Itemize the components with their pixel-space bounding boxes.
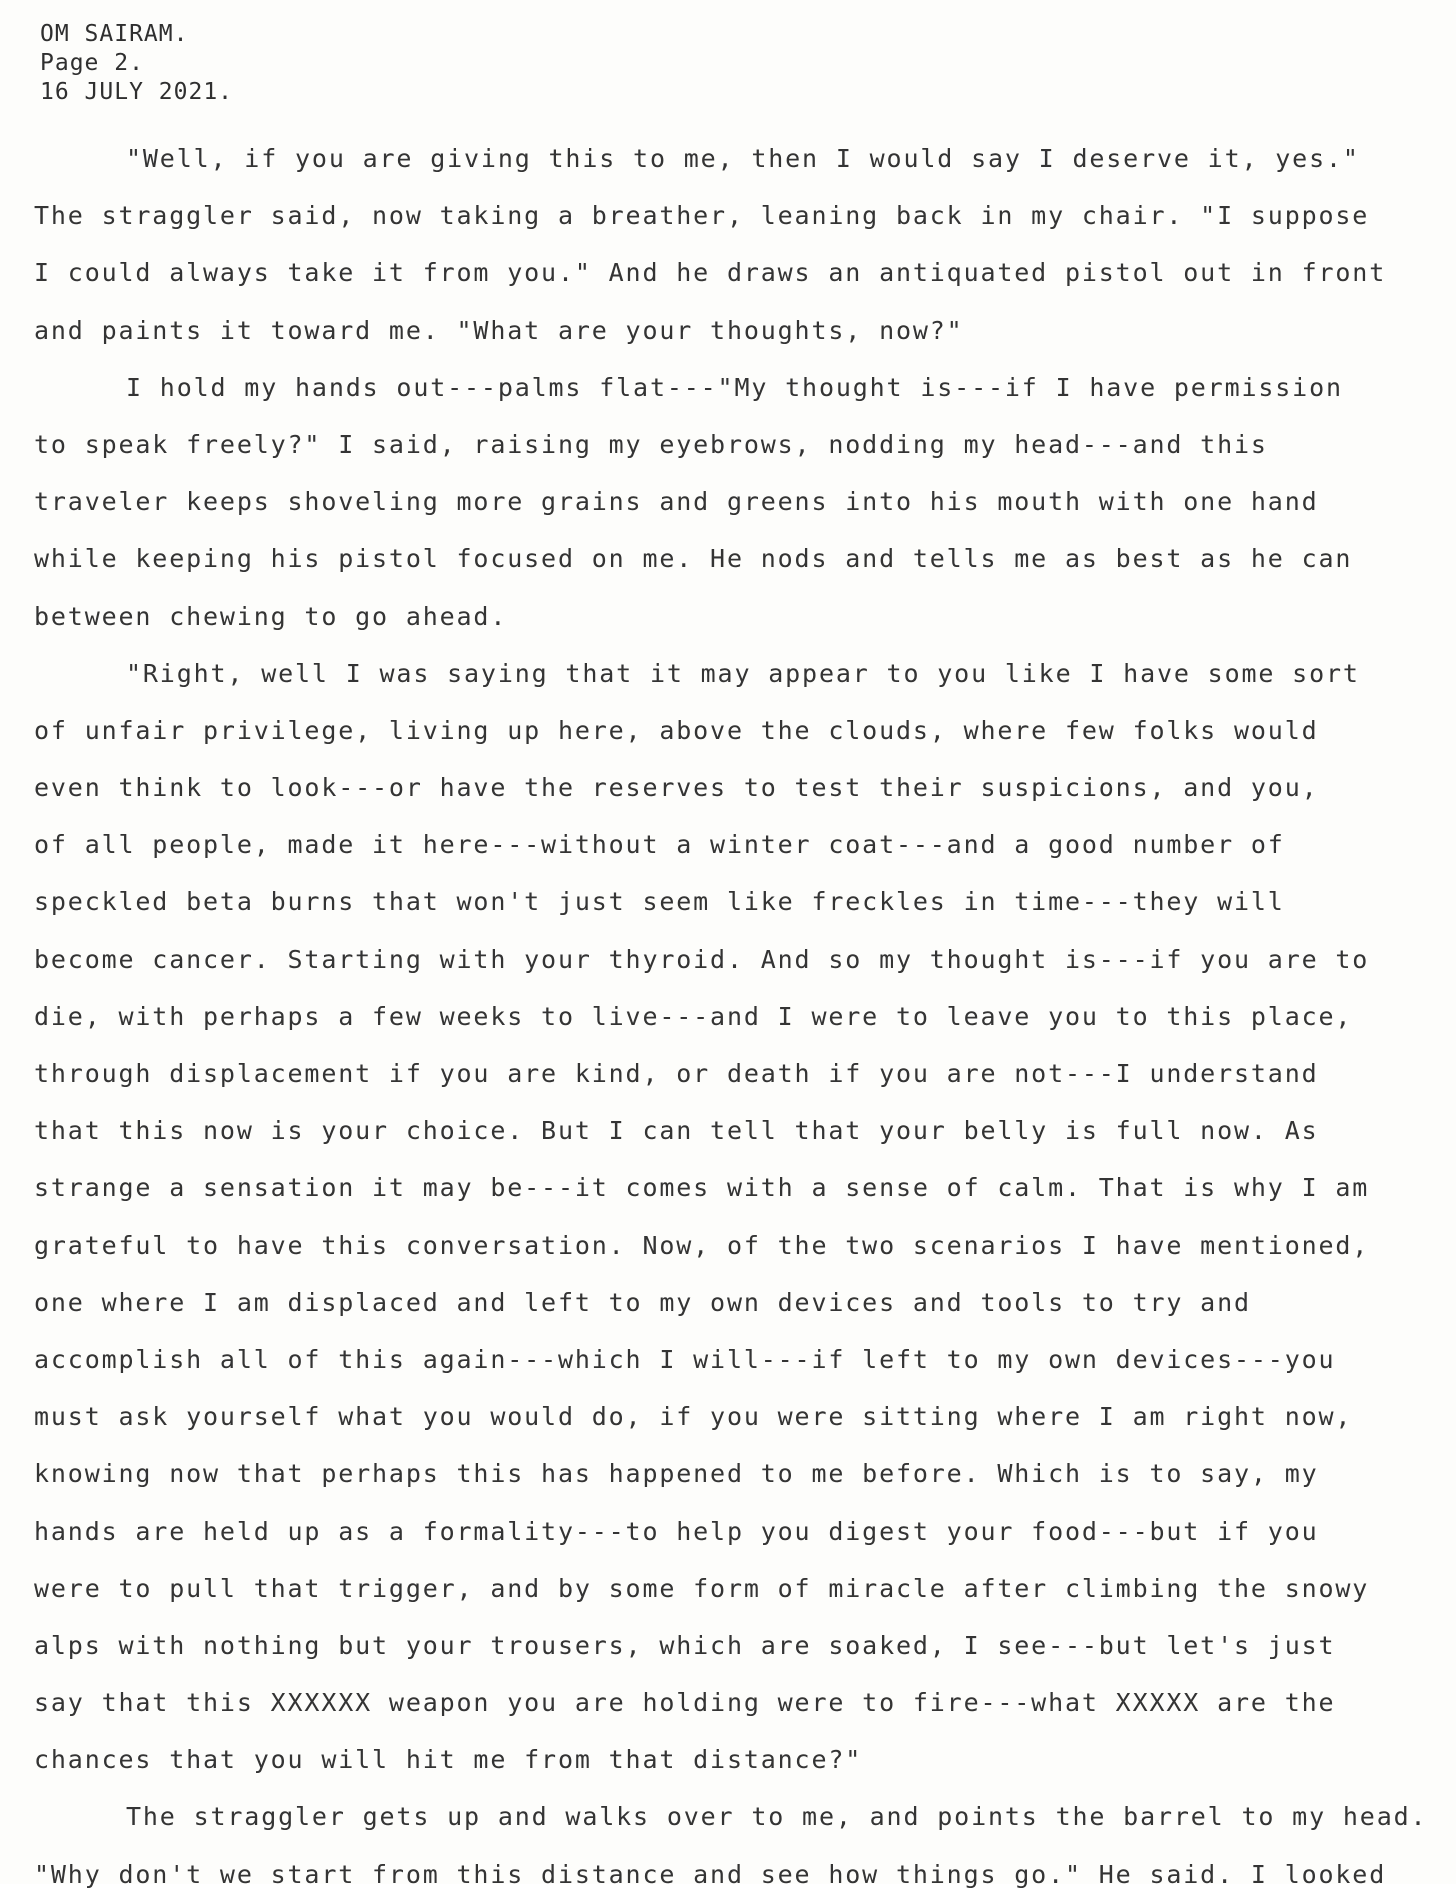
text-line: The straggler gets up and walks over to me, and points the barrel to my head. xyxy=(126,1802,1428,1832)
text-line: "Right, well I was saying that it may appear to you like I have some sort xyxy=(126,658,1360,688)
text-line: "Why don't we start from this distance and see how things go." He said. I looked xyxy=(34,1859,1387,1889)
text-line: to speak freely?" I said, raising my eyebrows, nodding my head---and this xyxy=(34,429,1268,459)
text-line: hands are held up as a formality---to help you digest your food---but if you xyxy=(34,1516,1319,1546)
text-line: knowing now that perhaps this has happened to me before. Which is to say, my xyxy=(34,1459,1319,1489)
text-line: must ask yourself what you would do, if you were sitting where I am right now, xyxy=(34,1402,1353,1432)
text-line: chances that you will hit me from that distance?" xyxy=(34,1745,863,1775)
text-line: of all people, made it here---without a winter coat---and a good number of xyxy=(34,830,1285,860)
text-line: say that this XXXXXX weapon you are holding were to fire---what XXXXX are the xyxy=(34,1688,1336,1718)
text-line: The straggler said, now taking a breather, leaning back in my chair. "I suppose xyxy=(34,201,1370,231)
text-line: were to pull that trigger, and by some form of miracle after climbing the snowy xyxy=(34,1573,1370,1603)
text-line: I could always take it from you." And he draws an antiquated pistol out in front xyxy=(34,258,1387,288)
text-line: and paints it toward me. "What are your thoughts, now?" xyxy=(34,315,964,345)
text-line: even think to look---or have the reserves to test their suspicions, and you, xyxy=(34,773,1319,803)
page-header xyxy=(40,20,233,107)
text-line: between chewing to go ahead. xyxy=(34,601,508,631)
text-line: grateful to have this conversation. Now, of the two scenarios I have mentioned, xyxy=(34,1230,1370,1260)
text-line: alps with nothing but your trousers, which are soaked, I see---but let's just xyxy=(34,1630,1336,1660)
text-line: become cancer. Starting with your thyroid. And so my thought is---if you are to xyxy=(34,944,1370,974)
header-date: 16 JULY 2021. xyxy=(40,79,234,105)
text-line: "Well, if you are giving this to me, then I would say I deserve it, yes." xyxy=(126,144,1360,173)
text-line: that this now is your choice. But I can tell that your belly is full now. As xyxy=(34,1116,1319,1146)
text-line: speckled beta burns that won't just seem like freckles in time---they will xyxy=(34,887,1285,917)
text-line: of unfair privilege, living up here, above the clouds, where few folks would xyxy=(34,715,1319,745)
text-line: die, with perhaps a few weeks to live---and I were to leave you to this place, xyxy=(34,1001,1353,1031)
header-page-number: Page 2. xyxy=(40,50,144,76)
text-line: strange a sensation it may be---it comes with a sense of calm. That is why I am xyxy=(34,1173,1370,1203)
text-line: through displacement if you are kind, or death if you are not---I understand xyxy=(34,1059,1319,1088)
header-title: OM SAIRAM. xyxy=(40,21,189,47)
text-line: accomplish all of this again---which I will---if left to my own devices---you xyxy=(34,1344,1336,1374)
text-line: I hold my hands out---palms flat---"My thought is---if I have permission xyxy=(126,372,1343,402)
text-line: while keeping his pistol focused on me. He nods and tells me as best as he can xyxy=(34,544,1353,574)
text-line: traveler keeps shoveling more grains and greens into his mouth with one hand xyxy=(34,487,1319,517)
body-text xyxy=(34,130,1434,1903)
text-line: one where I am displaced and left to my own devices and tools to try and xyxy=(34,1287,1251,1317)
